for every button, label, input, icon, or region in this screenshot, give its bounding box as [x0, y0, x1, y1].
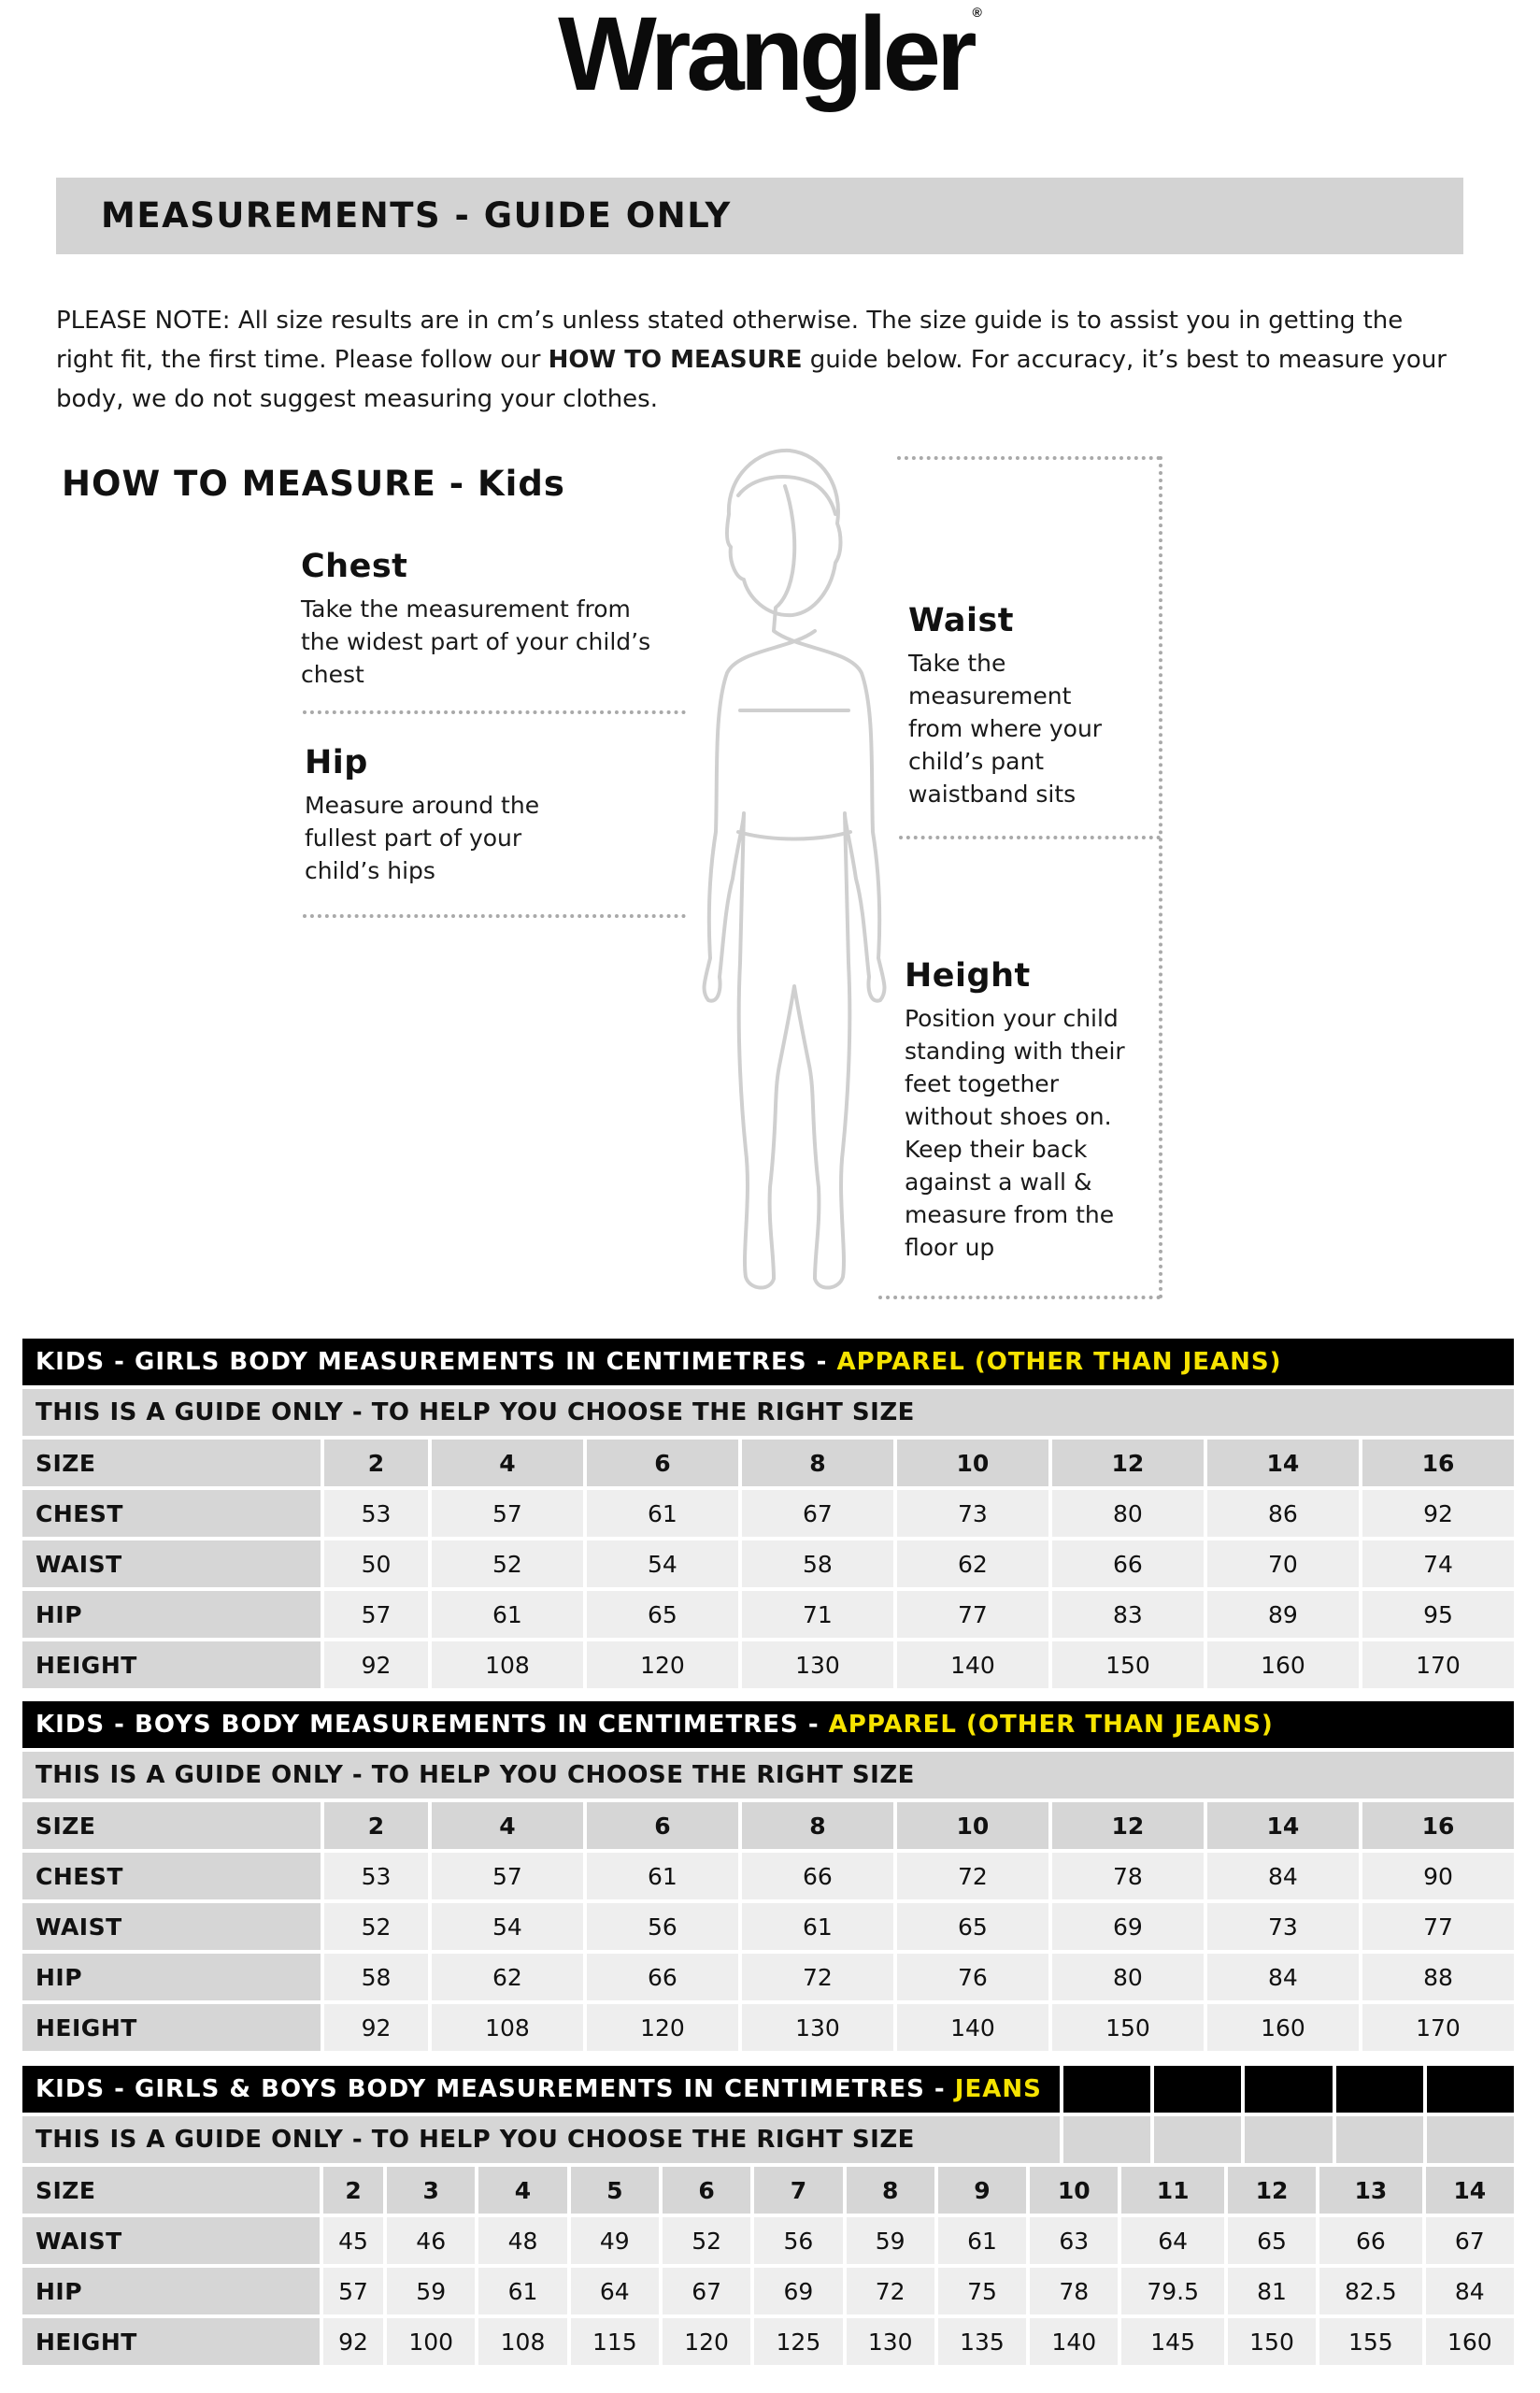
- value-cell: 160: [1204, 1641, 1359, 1688]
- size-cell: 7: [750, 2167, 842, 2214]
- height-title: Height: [905, 957, 1031, 995]
- value-cell: 125: [750, 2318, 842, 2365]
- value-cell: 155: [1316, 2318, 1421, 2365]
- waist-title: Waist: [908, 602, 1015, 639]
- value-cell: 45: [320, 2217, 383, 2264]
- girls-header-accent: APPAREL (OTHER THAN JEANS): [836, 1348, 1282, 1376]
- size-cell: 16: [1359, 1802, 1514, 1849]
- value-cell: 74: [1359, 1540, 1514, 1587]
- value-cell: 170: [1359, 2004, 1514, 2051]
- value-cell: 150: [1224, 2318, 1316, 2365]
- size-cell: 14: [1422, 2167, 1514, 2214]
- girls-table-body: [22, 1440, 1514, 1688]
- height-vertical-line: [1159, 456, 1162, 1299]
- boys-header-text: KIDS - BOYS BODY MEASUREMENTS IN CENTIMETRES -: [36, 1711, 829, 1739]
- table-row: [22, 1954, 1514, 2000]
- girls-table-subheader: THIS IS A GUIDE ONLY - TO HELP YOU CHOOSE THE RIGHT SIZE: [22, 1389, 1514, 1436]
- table-row: [22, 2318, 1514, 2365]
- header-filler: [1150, 2066, 1241, 2113]
- value-cell: 59: [383, 2268, 475, 2314]
- height-top-line: [897, 456, 1161, 460]
- height-block: [905, 957, 1129, 1264]
- row-label: HEIGHT: [22, 2318, 320, 2365]
- value-cell: 120: [583, 2004, 738, 2051]
- value-cell: 56: [750, 2217, 842, 2264]
- value-cell: 130: [738, 2004, 893, 2051]
- value-cell: 66: [738, 1853, 893, 1899]
- size-cell: 2: [321, 1440, 428, 1486]
- note-text-1: PLEASE NOTE: All size results are in cm’s unless stated otherwise. The size guide is to assist you in getting the right fit, the first time. Please follow our: [56, 307, 1404, 374]
- value-cell: 90: [1359, 1853, 1514, 1899]
- value-cell: 69: [750, 2268, 842, 2314]
- size-cell: 11: [1118, 2167, 1223, 2214]
- size-cell: 8: [738, 1802, 893, 1849]
- value-cell: 65: [583, 1591, 738, 1638]
- size-cell: 4: [428, 1440, 583, 1486]
- value-cell: 59: [843, 2217, 934, 2264]
- value-cell: 120: [583, 1641, 738, 1688]
- value-cell: 120: [659, 2318, 750, 2365]
- jeans-header-accent: JEANS: [954, 2075, 1042, 2103]
- value-cell: 61: [583, 1853, 738, 1899]
- height-bottom-line: [878, 1296, 1161, 1299]
- value-cell: 108: [428, 2004, 583, 2051]
- size-cell: 10: [1026, 2167, 1118, 2214]
- row-label: CHEST: [22, 1853, 321, 1899]
- girls-size-table: [22, 1339, 1514, 1692]
- value-cell: 150: [1048, 2004, 1204, 2051]
- value-cell: 83: [1048, 1591, 1204, 1638]
- value-cell: 92: [321, 2004, 428, 2051]
- value-cell: 73: [893, 1490, 1048, 1537]
- child-figure-icon: [598, 439, 897, 1309]
- value-cell: 65: [1224, 2217, 1316, 2264]
- jeans-size-table: [22, 2066, 1514, 2369]
- value-cell: 57: [428, 1853, 583, 1899]
- row-label: WAIST: [22, 2217, 320, 2264]
- brand-name: Wrangler: [558, 0, 973, 112]
- height-desc: Position your child standing with their feet together without shoes on. Keep their back against a wall & measure from the floor up: [905, 1005, 1125, 1261]
- value-cell: 64: [567, 2268, 659, 2314]
- girls-header-text: KIDS - GIRLS BODY MEASUREMENTS IN CENTIMETRES -: [36, 1348, 837, 1376]
- table-row: [22, 1440, 1514, 1486]
- value-cell: 58: [321, 1954, 428, 2000]
- subheader-filler: [1241, 2116, 1332, 2163]
- jeans-header-text: KIDS - GIRLS & BOYS BODY MEASUREMENTS IN CENTIMETRES -: [36, 2075, 955, 2103]
- value-cell: 100: [383, 2318, 475, 2365]
- value-cell: 67: [659, 2268, 750, 2314]
- value-cell: 62: [428, 1954, 583, 2000]
- value-cell: 61: [934, 2217, 1026, 2264]
- waist-line: [899, 836, 1161, 839]
- size-cell: 6: [659, 2167, 750, 2214]
- row-label: WAIST: [22, 1903, 321, 1950]
- hip-desc: Measure around the fullest part of your child’s hips: [305, 792, 540, 884]
- value-cell: 80: [1048, 1490, 1204, 1537]
- value-cell: 72: [893, 1853, 1048, 1899]
- value-cell: 53: [321, 1490, 428, 1537]
- value-cell: 170: [1359, 1641, 1514, 1688]
- table-row: [22, 2217, 1514, 2264]
- row-label: HIP: [22, 2268, 320, 2314]
- row-label: HEIGHT: [22, 1641, 321, 1688]
- value-cell: 115: [567, 2318, 659, 2365]
- value-cell: 52: [428, 1540, 583, 1587]
- boys-header-accent: APPAREL (OTHER THAN JEANS): [828, 1711, 1274, 1739]
- table-row: [22, 1591, 1514, 1638]
- size-cell: 10: [893, 1440, 1048, 1486]
- table-row: [22, 1641, 1514, 1688]
- table-row: [22, 2268, 1514, 2314]
- value-cell: 72: [843, 2268, 934, 2314]
- size-cell: 4: [428, 1802, 583, 1849]
- size-cell: 14: [1204, 1440, 1359, 1486]
- size-cell: 14: [1204, 1802, 1359, 1849]
- boys-table-body: [22, 1802, 1514, 2051]
- value-cell: 57: [428, 1490, 583, 1537]
- table-row: [22, 1490, 1514, 1537]
- value-cell: 61: [583, 1490, 738, 1537]
- row-label: SIZE: [22, 2167, 320, 2214]
- value-cell: 48: [475, 2217, 566, 2264]
- table-row: [22, 1540, 1514, 1587]
- value-cell: 61: [428, 1591, 583, 1638]
- value-cell: 61: [738, 1903, 893, 1950]
- row-label: HIP: [22, 1591, 321, 1638]
- value-cell: 95: [1359, 1591, 1514, 1638]
- size-cell: 8: [738, 1440, 893, 1486]
- size-cell: 8: [843, 2167, 934, 2214]
- guide-banner: MEASUREMENTS - GUIDE ONLY: [56, 178, 1463, 254]
- row-label: CHEST: [22, 1490, 321, 1537]
- value-cell: 66: [1316, 2217, 1421, 2264]
- value-cell: 78: [1048, 1853, 1204, 1899]
- row-label: SIZE: [22, 1440, 321, 1486]
- size-cell: 2: [321, 1802, 428, 1849]
- value-cell: 77: [893, 1591, 1048, 1638]
- value-cell: 86: [1204, 1490, 1359, 1537]
- value-cell: 92: [321, 1641, 428, 1688]
- jeans-table-body: [22, 2167, 1514, 2365]
- chest-title: Chest: [301, 548, 408, 585]
- value-cell: 130: [738, 1641, 893, 1688]
- header-filler: [1333, 2066, 1423, 2113]
- registered-mark: ®: [972, 5, 982, 20]
- value-cell: 79.5: [1118, 2268, 1223, 2314]
- size-cell: 13: [1316, 2167, 1421, 2214]
- value-cell: 72: [738, 1954, 893, 2000]
- header-filler: [1241, 2066, 1332, 2113]
- value-cell: 66: [1048, 1540, 1204, 1587]
- size-cell: 6: [583, 1440, 738, 1486]
- header-filler: [1423, 2066, 1514, 2113]
- boys-table-header: [22, 1701, 1514, 1748]
- value-cell: 58: [738, 1540, 893, 1587]
- value-cell: 89: [1204, 1591, 1359, 1638]
- note-bold: HOW TO MEASURE: [548, 346, 803, 374]
- waist-desc: Take the measurement from where your child’s pant waistband sits: [908, 650, 1103, 808]
- value-cell: 76: [893, 1954, 1048, 2000]
- value-cell: 75: [934, 2268, 1026, 2314]
- value-cell: 140: [1026, 2318, 1118, 2365]
- please-note: [56, 301, 1458, 419]
- size-cell: 6: [583, 1802, 738, 1849]
- size-cell: 5: [567, 2167, 659, 2214]
- value-cell: 61: [475, 2268, 566, 2314]
- value-cell: 140: [893, 1641, 1048, 1688]
- size-cell: 10: [893, 1802, 1048, 1849]
- row-label: HIP: [22, 1954, 321, 2000]
- jeans-table-subheader: THIS IS A GUIDE ONLY - TO HELP YOU CHOOSE THE RIGHT SIZE: [22, 2116, 1060, 2163]
- subheader-filler: [1333, 2116, 1423, 2163]
- value-cell: 52: [321, 1903, 428, 1950]
- value-cell: 67: [1422, 2217, 1514, 2264]
- value-cell: 160: [1204, 2004, 1359, 2051]
- row-label: HEIGHT: [22, 2004, 321, 2051]
- value-cell: 49: [567, 2217, 659, 2264]
- value-cell: 150: [1048, 1641, 1204, 1688]
- value-cell: 64: [1118, 2217, 1223, 2264]
- subheader-filler: [1060, 2116, 1150, 2163]
- value-cell: 77: [1359, 1903, 1514, 1950]
- value-cell: 135: [934, 2318, 1026, 2365]
- table-row: [22, 1853, 1514, 1899]
- value-cell: 50: [321, 1540, 428, 1587]
- value-cell: 92: [1359, 1490, 1514, 1537]
- table-row: [22, 1802, 1514, 1849]
- row-label: SIZE: [22, 1802, 321, 1849]
- value-cell: 140: [893, 2004, 1048, 2051]
- value-cell: 145: [1118, 2318, 1223, 2365]
- subheader-filler: [1423, 2116, 1514, 2163]
- jeans-table-header: [22, 2066, 1060, 2113]
- value-cell: 82.5: [1316, 2268, 1421, 2314]
- value-cell: 46: [383, 2217, 475, 2264]
- value-cell: 65: [893, 1903, 1048, 1950]
- value-cell: 73: [1204, 1903, 1359, 1950]
- value-cell: 57: [321, 1591, 428, 1638]
- brand-logo: [0, 0, 1540, 112]
- table-row: [22, 2167, 1514, 2214]
- value-cell: 88: [1359, 1954, 1514, 2000]
- how-to-measure-title: HOW TO MEASURE - Kids: [62, 464, 565, 504]
- value-cell: 56: [583, 1903, 738, 1950]
- header-filler: [1060, 2066, 1150, 2113]
- value-cell: 54: [583, 1540, 738, 1587]
- size-cell: 9: [934, 2167, 1026, 2214]
- value-cell: 63: [1026, 2217, 1118, 2264]
- note-text-2: guide below. For accuracy, it’s best to measure your body, we do not suggest measuring your clothes.: [56, 346, 1447, 413]
- value-cell: 53: [321, 1853, 428, 1899]
- value-cell: 71: [738, 1591, 893, 1638]
- size-cell: 12: [1048, 1440, 1204, 1486]
- value-cell: 92: [320, 2318, 383, 2365]
- value-cell: 81: [1224, 2268, 1316, 2314]
- row-label: WAIST: [22, 1540, 321, 1587]
- table-row: [22, 1903, 1514, 1950]
- value-cell: 70: [1204, 1540, 1359, 1587]
- value-cell: 84: [1422, 2268, 1514, 2314]
- value-cell: 54: [428, 1903, 583, 1950]
- waist-block: [908, 602, 1123, 810]
- value-cell: 108: [428, 1641, 583, 1688]
- value-cell: 62: [893, 1540, 1048, 1587]
- value-cell: 130: [843, 2318, 934, 2365]
- boys-size-table: [22, 1701, 1514, 2055]
- value-cell: 108: [475, 2318, 566, 2365]
- size-cell: 12: [1224, 2167, 1316, 2214]
- value-cell: 160: [1422, 2318, 1514, 2365]
- value-cell: 84: [1204, 1853, 1359, 1899]
- value-cell: 52: [659, 2217, 750, 2264]
- hip-title: Hip: [305, 744, 368, 781]
- size-cell: 2: [320, 2167, 383, 2214]
- table-row: [22, 2004, 1514, 2051]
- value-cell: 66: [583, 1954, 738, 2000]
- chest-desc: Take the measurement from the widest part of your child’s chest: [301, 595, 651, 688]
- hip-block: [305, 744, 585, 887]
- size-cell: 12: [1048, 1802, 1204, 1849]
- boys-table-subheader: THIS IS A GUIDE ONLY - TO HELP YOU CHOOSE THE RIGHT SIZE: [22, 1752, 1514, 1798]
- value-cell: 67: [738, 1490, 893, 1537]
- size-cell: 3: [383, 2167, 475, 2214]
- girls-table-header: [22, 1339, 1514, 1385]
- value-cell: 84: [1204, 1954, 1359, 2000]
- value-cell: 69: [1048, 1903, 1204, 1950]
- size-cell: 4: [475, 2167, 566, 2214]
- value-cell: 57: [320, 2268, 383, 2314]
- size-cell: 16: [1359, 1440, 1514, 1486]
- value-cell: 80: [1048, 1954, 1204, 2000]
- subheader-filler: [1150, 2116, 1241, 2163]
- value-cell: 78: [1026, 2268, 1118, 2314]
